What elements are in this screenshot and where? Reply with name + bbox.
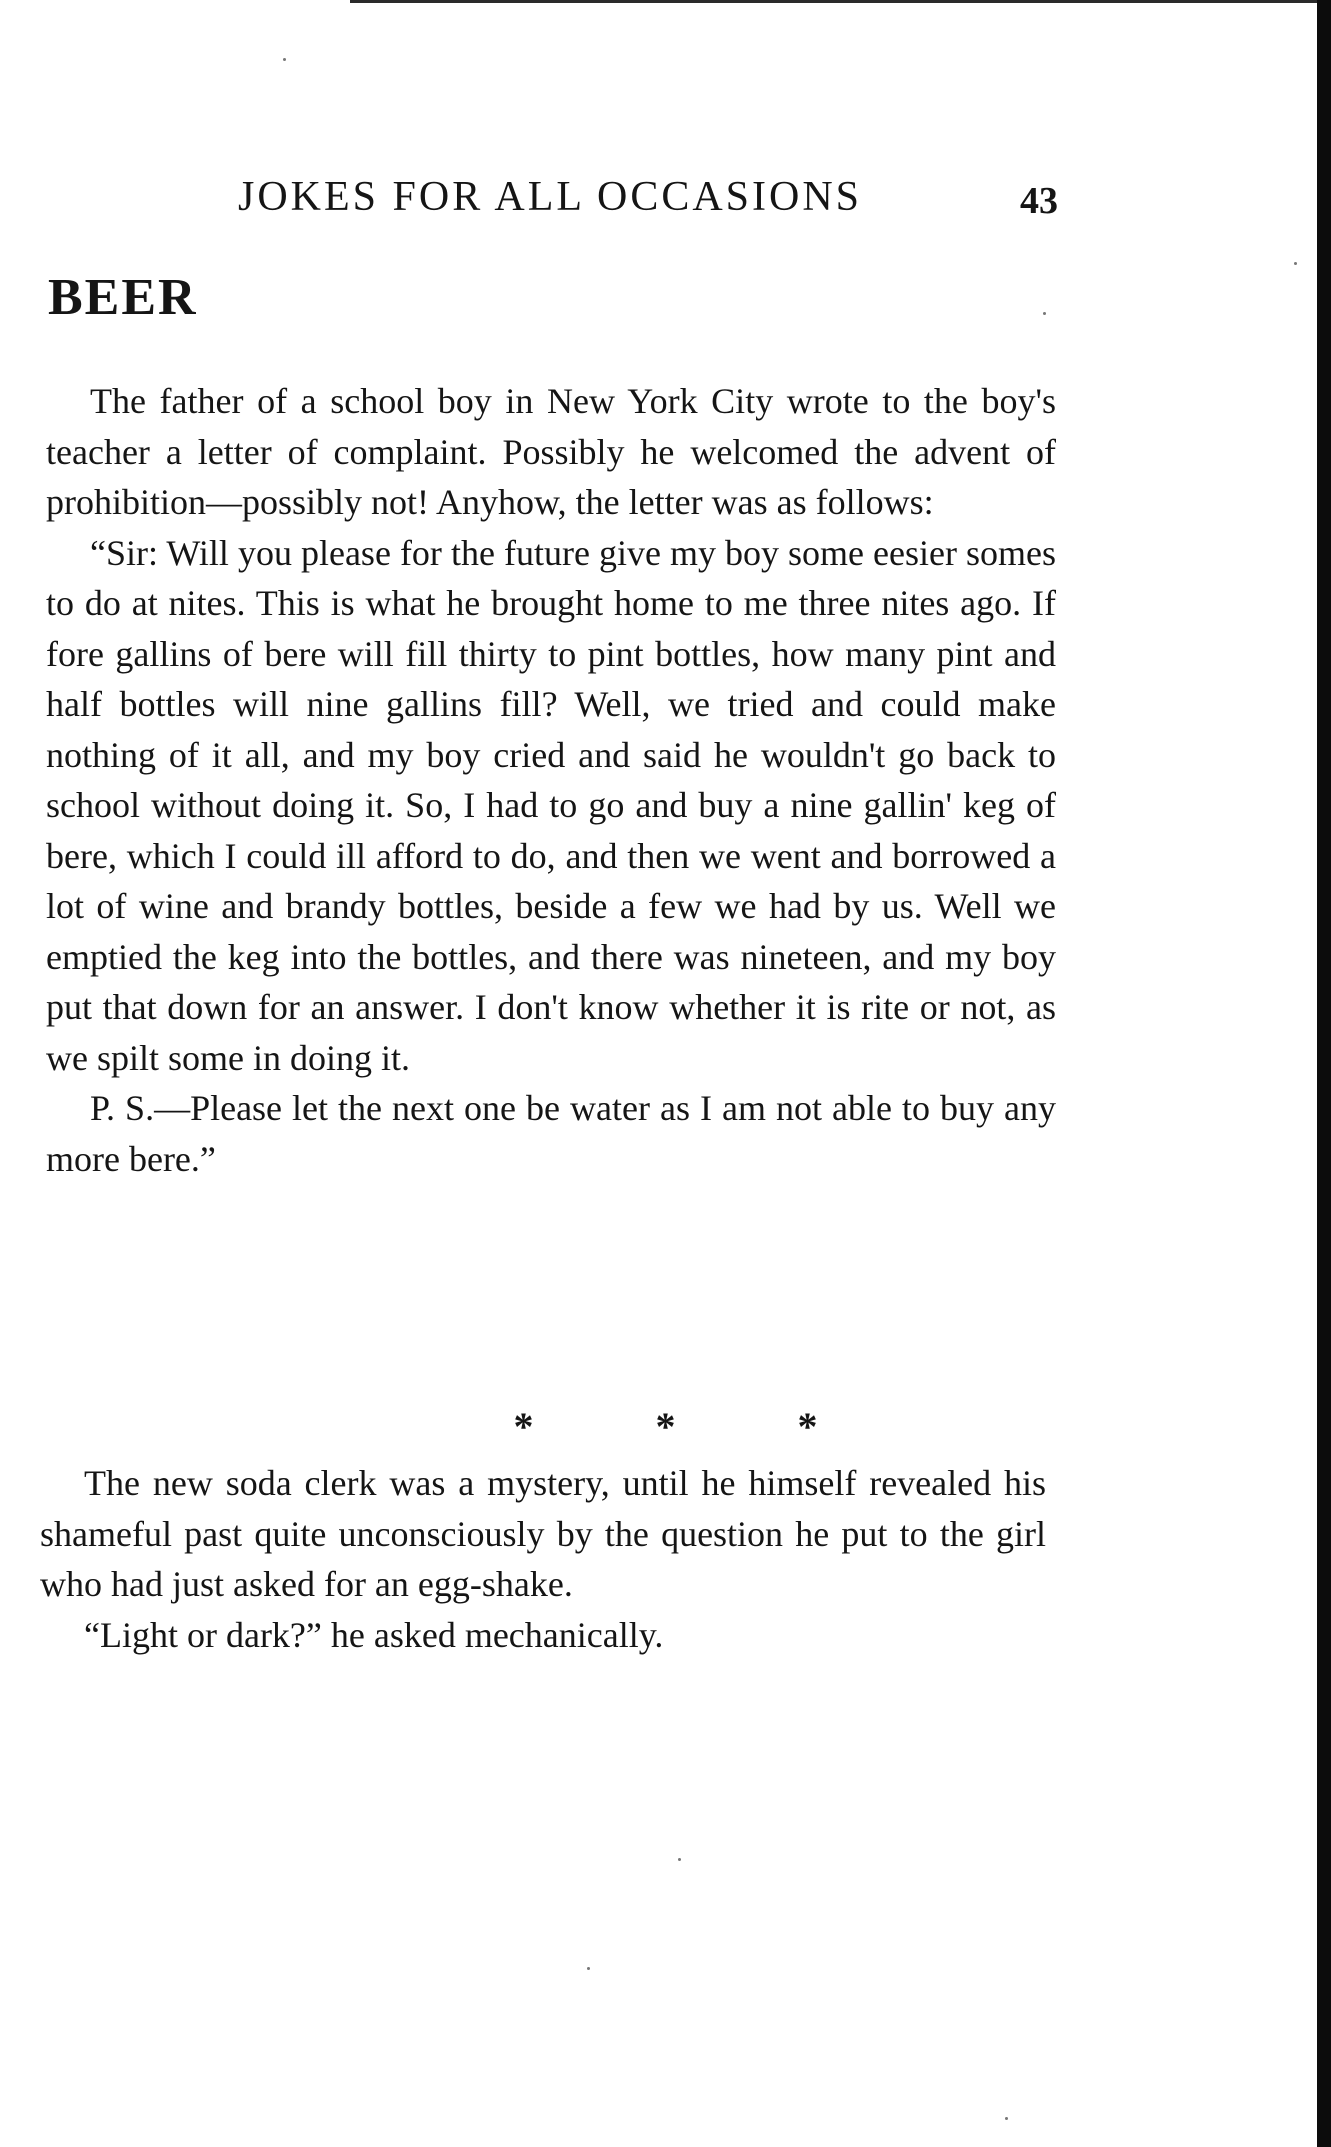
paragraph-intro: The father of a school boy in New York City wrote to the boy's teacher a letter of complaint. Possibly he welcomed the advent of prohibition—possibly not! Anyhow, the letter was as follows: [46, 381, 1056, 522]
scan-speck [283, 58, 286, 61]
page-edge-top [350, 0, 1331, 3]
joke-beer-body [46, 376, 1056, 1184]
scan-speck [587, 1967, 590, 1970]
scan-speck [1005, 2117, 1008, 2120]
page-edge-right [1317, 0, 1331, 2147]
joke-soda-clerk-body [40, 1458, 1046, 1660]
running-head: JOKES FOR ALL OCCASIONS [238, 174, 863, 220]
paragraph-punchline: “Light or dark?” he asked mechanically. [84, 1614, 664, 1655]
paragraph-letter: “Sir: Will you please for the future give my boy some eesier somes to do at nites. This is what he brought home to me three nites ago. If fore gallins of bere will fill thirty to pint bottles, how many pint and half bottles will nine gallins fill? Well, we tried and could make nothing of it all, and my boy cried and said he wouldn't go back to school without doing it. So, I had to go and buy a nine gallin' keg of bere, which I could ill afford to do, and then we went and borrowed a lot of wine and brandy bottles, beside a few we had by us. Well we emptied the keg into the bottles, and there was nineteen, and my boy put that down for an answer. I don't know whether it is rite or not, as we spilt some in doing it. [46, 532, 1056, 1078]
paragraph-soda-clerk: The new soda clerk was a mystery, until he himself revealed his shameful past quite unconsciously by the question he put to the girl who had just asked for an egg-shake. [40, 1463, 1046, 1604]
section-separator: * * * [513, 1404, 874, 1449]
scan-speck [678, 1858, 681, 1861]
scan-speck [1043, 312, 1046, 315]
page-header [0, 172, 1331, 222]
page-number: 43 [1020, 180, 1058, 222]
paragraph-postscript: P. S.—Please let the next one be water as I am not able to buy any more bere.” [46, 1088, 1056, 1179]
scan-speck [1294, 262, 1297, 265]
section-title: BEER [48, 269, 198, 326]
